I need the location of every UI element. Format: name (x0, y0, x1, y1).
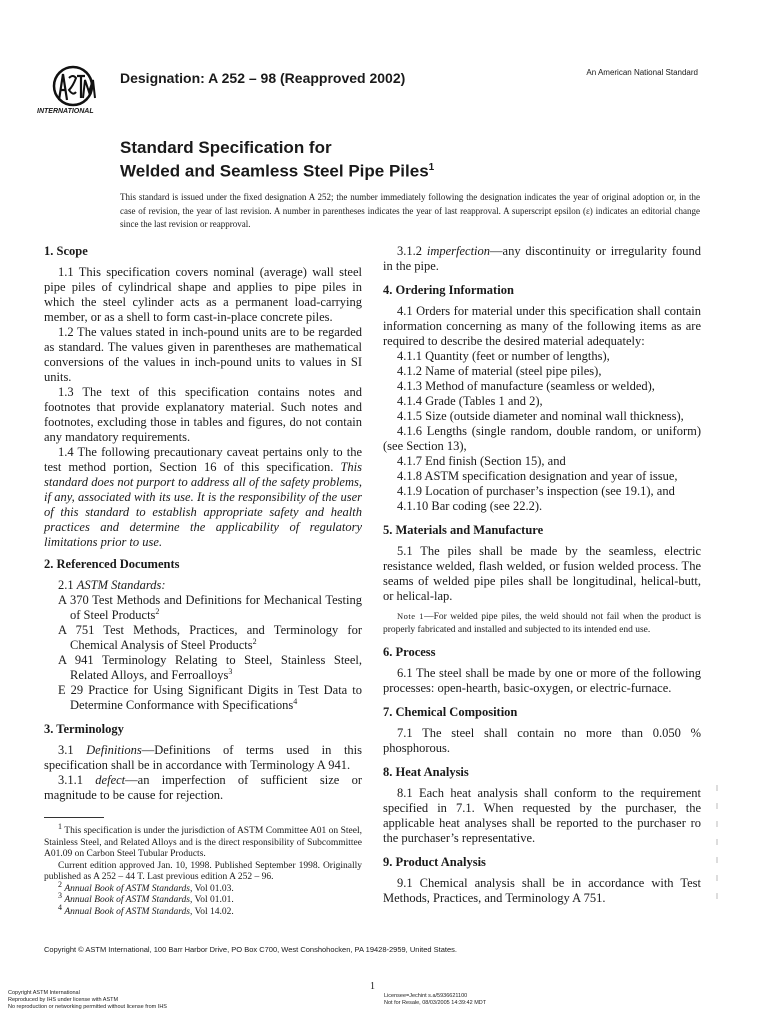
list-item: 4.1.7 End finish (Section 15), and (397, 454, 566, 468)
astm-logo (33, 64, 113, 120)
license-block-right (384, 993, 486, 1007)
section-heading-process: 6. Process (383, 645, 436, 659)
list-item: 4.1.5 Size (outside diameter and nominal wall thickness), (397, 409, 684, 423)
left-column (44, 244, 362, 918)
page-number: 1 (370, 981, 375, 992)
para-1-4: 1.4 The following precautionary caveat pertains only to the test method portion, Section 16 of this specification. This standard does not purport to address all of the safety problems, if any, associated with its use. It is the responsibility of the user of this standard to establish appropriate safety and health practices and determine the applicability of regulatory limitations prior to use. (44, 445, 362, 549)
para-1-1: 1.1 This specification covers nominal (average) wall steel pipe piles of cylindrical shape and applies to pipe piles in which the steel cylinder acts as a permanent load-carrying member, or as a shell to form cast-in-place concrete piles. (44, 265, 362, 324)
license-line: Licensee=Jechint s.a/5936621100 (384, 993, 468, 999)
section-heading-product-analysis: 9. Product Analysis (383, 855, 486, 869)
list-item: 4.1.2 Name of material (steel pipe piles), (397, 364, 602, 378)
para-3-1-1: 3.1.1 defect—an imperfection of sufficient size or magnitude to be cause for rejection. (44, 773, 362, 802)
para-1-3: 1.3 The text of this specification contains notes and footnotes that provide explanatory material. Such notes and footnotes, excluding those in tables and figures, do not contain any mandatory requirements. (44, 385, 362, 444)
para-1-2: 1.2 The values stated in inch-pound units are to be regarded as standard. The values given in parentheses are mathematical conversions of the values in inch-pound units to values in SI units. (44, 325, 362, 384)
section-heading-ordering-information: 4. Ordering Information (383, 283, 514, 297)
para-3-1: 3.1 Definitions—Definitions of terms used in this specification shall be in accordance with Terminology A 941. (44, 743, 362, 772)
para-3-1-2: 3.1.2 imperfection—any discontinuity or irregularity found in the pipe. (383, 244, 701, 273)
margin-marks (713, 785, 721, 915)
standard-type: An American National Standard (586, 68, 698, 77)
footnote-rule (44, 817, 104, 818)
list-item: 4.1.3 Method of manufacture (seamless or welded), (397, 379, 655, 393)
para-9-1: 9.1 Chemical analysis shall be in accordance with Test Methods, Practices, and Terminology A 751. (383, 876, 701, 905)
footnote-1: $^1$ This specification is under the jurisdiction of ASTM Committee A01 on Steel, Stainless Steel, and Related Alloys and is the direct responsibility of Subcommittee A01.09 on Carbon Steel Tubular Products. (44, 821, 362, 859)
list-item: 4.1.8 ASTM specification designation and year of issue, (397, 469, 678, 483)
section-heading-referenced-documents: 2. Referenced Documents (44, 557, 180, 571)
ref-a370: A 370 Test Methods and Definitions for Mechanical Testing of Steel Products$^2$ (58, 593, 362, 622)
document-title (120, 138, 434, 182)
section-heading-materials: 5. Materials and Manufacture (383, 523, 544, 537)
title-line-2: Welded and Seamless Steel Pipe Piles$^1$ (120, 161, 435, 181)
license-line: No reproduction or networking permitted without license from IHS (8, 1004, 167, 1010)
list-item: 4.1.1 Quantity (feet or number of lengths), (397, 349, 610, 363)
section-heading-heat-analysis: 8. Heat Analysis (383, 765, 469, 779)
para-8-1: 8.1 Each heat analysis shall conform to the requirement specified in 7.1. When requested by the purchaser, the applicable heat analyses shall be reported to the purchaser ro the purchaser’s representative. (383, 786, 701, 845)
footnote-4: $^4$ Annual Book of ASTM Standards, Vol 14.02. (58, 902, 234, 917)
license-line: Copyright ASTM International (8, 990, 80, 996)
section-heading-chemical-composition: 7. Chemical Composition (383, 705, 518, 719)
ref-a941: A 941 Terminology Relating to Steel, Stainless Steel, Related Alloys, and Ferroalloys$^3$ (58, 653, 362, 682)
section-heading-scope: 1. Scope (44, 244, 88, 258)
para-5-1: 5.1 The piles shall be made by the seamless, electric resistance welded, flash welded, or fusion welded process. The seams of welded pipe piles shall be longitudinal, helical-butt, or helical-lap. (383, 544, 701, 603)
para-6-1: 6.1 The steel shall be made by one or more of the following processes: open-hearth, basic-oxygen, or electric-furnace. (383, 666, 701, 695)
para-7-1: 7.1 The steel shall contain no more than 0.050 % phosphorous. (383, 726, 701, 755)
copyright-line: Copyright © ASTM International, 100 Barr Harbor Drive, PO Box C700, West Conshohocken, PA 19428-2959, United States. (44, 945, 457, 954)
license-line: Not for Resale, 08/03/2005 14:39:42 MDT (384, 1000, 487, 1006)
list-item: 4.1.9 Location of purchaser’s inspection (see 19.1), and (397, 484, 675, 498)
designation: Designation: A 252 – 98 (Reapproved 2002) (120, 70, 406, 86)
list-item: 4.1.4 Grade (Tables 1 and 2), (397, 394, 543, 408)
ref-e29: E 29 Practice for Using Significant Digits in Test Data to Determine Conformance with Specifications$^4$ (58, 683, 362, 712)
para-2-1: 2.1 ASTM Standards: (58, 578, 166, 592)
footnote-2: $^2$ Annual Book of ASTM Standards, Vol 01.03. (58, 879, 234, 894)
note-1: Note 1—For welded pipe piles, the weld should not fail when the product is properly fabricated and installed and subjected to its intended end use. (383, 611, 701, 635)
right-column (383, 244, 701, 906)
license-line: Reproduced by IHS under license with ASTM (8, 997, 119, 1003)
ref-a751: A 751 Test Methods, Practices, and Terminology for Chemical Analysis of Steel Products$^2$ (58, 623, 362, 652)
para-4-1: 4.1 Orders for material under this specification shall contain information concerning as many of the following items as are required to describe the desired material adequately: (383, 304, 701, 348)
list-item: 4.1.10 Bar coding (see 22.2). (397, 499, 543, 513)
logo-caption: INTERNATIONAL (37, 108, 94, 115)
intro-paragraph: This standard is issued under the fixed designation A 252; the number immediately following the designation indicates the year of original adoption or, in the case of revision, the year of last revision. A number in parentheses indicates the year of last reapproval. A superscript epsilon (ε) indicates an editorial change since the last revision or reapproval. (120, 192, 700, 229)
license-block-left (8, 990, 167, 1011)
list-item: 4.1.6 Lengths (single random, double random, or uniform) (see Section 13), (383, 424, 701, 453)
section-heading-terminology: 3. Terminology (44, 722, 124, 736)
footnote-3: $^3$ Annual Book of ASTM Standards, Vol 01.01. (58, 890, 234, 905)
title-line-1: Standard Specification for (120, 138, 332, 157)
footnote-edition: Current edition approved Jan. 10, 1998. Published September 1998. Originally published as A 252 – 44 T. Last previous edition A 252 – 96. (44, 860, 362, 882)
